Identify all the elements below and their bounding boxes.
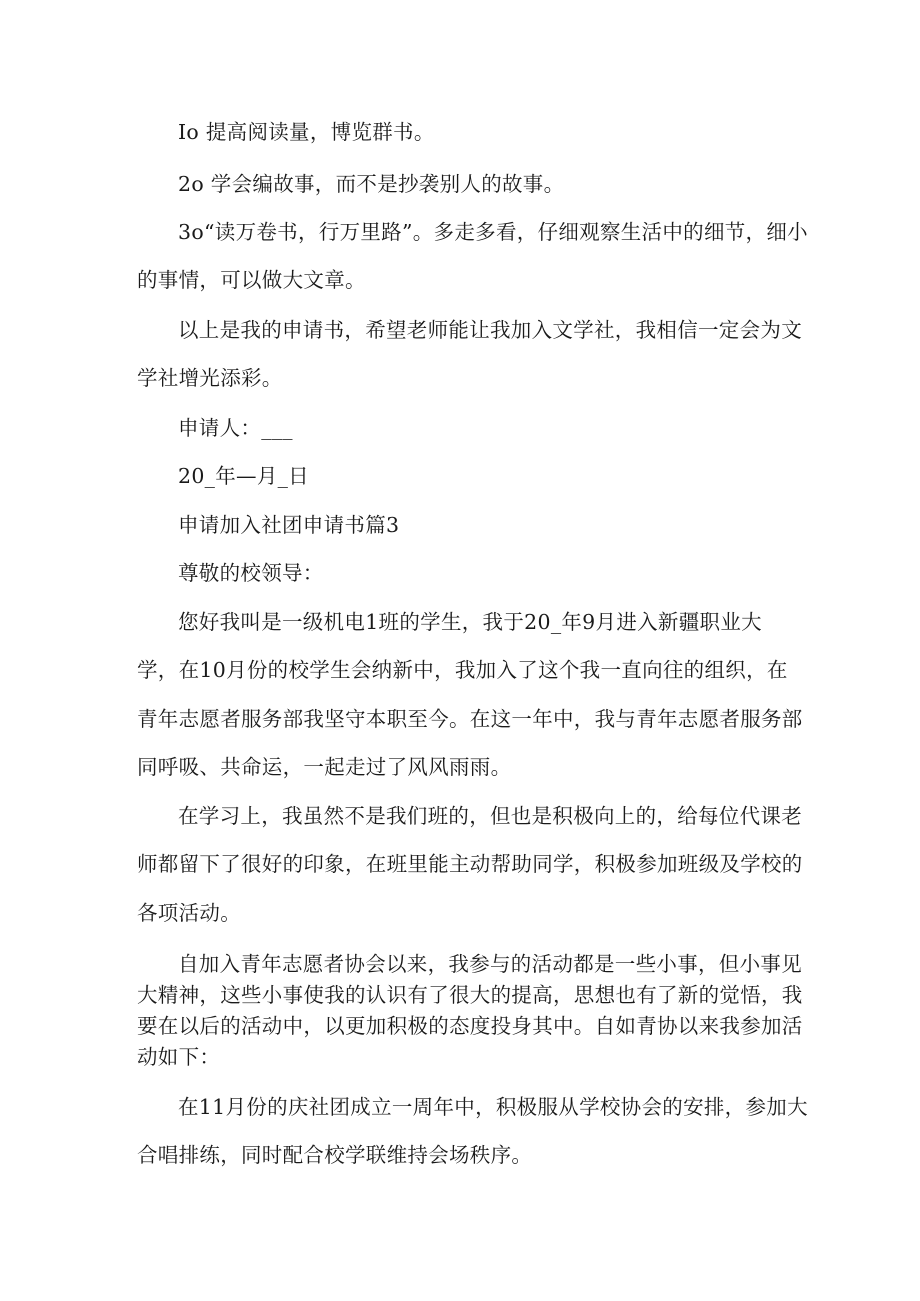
text-line: 各项活动。: [137, 901, 241, 925]
text-line: 师都留下了很好的印象，在班里能主动帮助同学，积极参加班级及学校的: [137, 852, 803, 876]
text-line: 以上是我的申请书，希望老师能让我加入文学社，我相信一定会为文: [178, 318, 802, 342]
text-line: 在11月份的庆社团成立一周年中，积极服从学校协会的安排，参加大: [178, 1095, 808, 1119]
text-line: 合唱排练，同时配合校学联维持会场秩序。: [137, 1143, 533, 1167]
text-line: 3o“读万卷书，行万里路”。多走多看，仔细观察生活中的细节，细小: [178, 220, 808, 244]
text-line: 的事情，可以做大文章。: [137, 268, 366, 292]
text-line: 2o 学会编故事，而不是抄袭别人的故事。: [178, 172, 565, 196]
text-line: 大精神，这些小事使我的认识有了很大的提高，思想也有了新的觉悟，我: [137, 983, 803, 1007]
text-line: 您好我叫是一级机电1班的学生，我于20_年9月进入新疆职业大: [178, 610, 762, 634]
text-line: 青年志愿者服务部我坚守本职至今。在这一年中，我与青年志愿者服务部: [137, 707, 803, 731]
text-line: 20_年—月_日: [178, 464, 309, 488]
text-line: 要在以后的活动中，以更加积极的态度投身其中。自如青协以来我参加活: [137, 1014, 803, 1038]
text-line: 在学习上，我虽然不是我们班的，但也是积极向上的，给每位代课老: [178, 804, 802, 828]
text-line: 自加入青年志愿者协会以来，我参与的活动都是一些小事，但小事见: [178, 952, 802, 976]
salutation: 尊敬的校领导：: [178, 561, 324, 585]
text-line: Io 提高阅读量，博览群书。: [178, 120, 435, 144]
text-line: 学，在10月份的校学生会纳新中，我加入了这个我一直向往的组织，在: [137, 658, 788, 682]
text-line: 申请人：___: [178, 416, 293, 440]
section-heading: 申请加入社团申请书篇3: [178, 513, 400, 537]
text-line: 同呼吸、共命运，一起走过了风风雨雨。: [137, 755, 512, 779]
text-line: 学社增光添彩。: [137, 366, 283, 390]
text-line: 动如下：: [137, 1045, 221, 1069]
